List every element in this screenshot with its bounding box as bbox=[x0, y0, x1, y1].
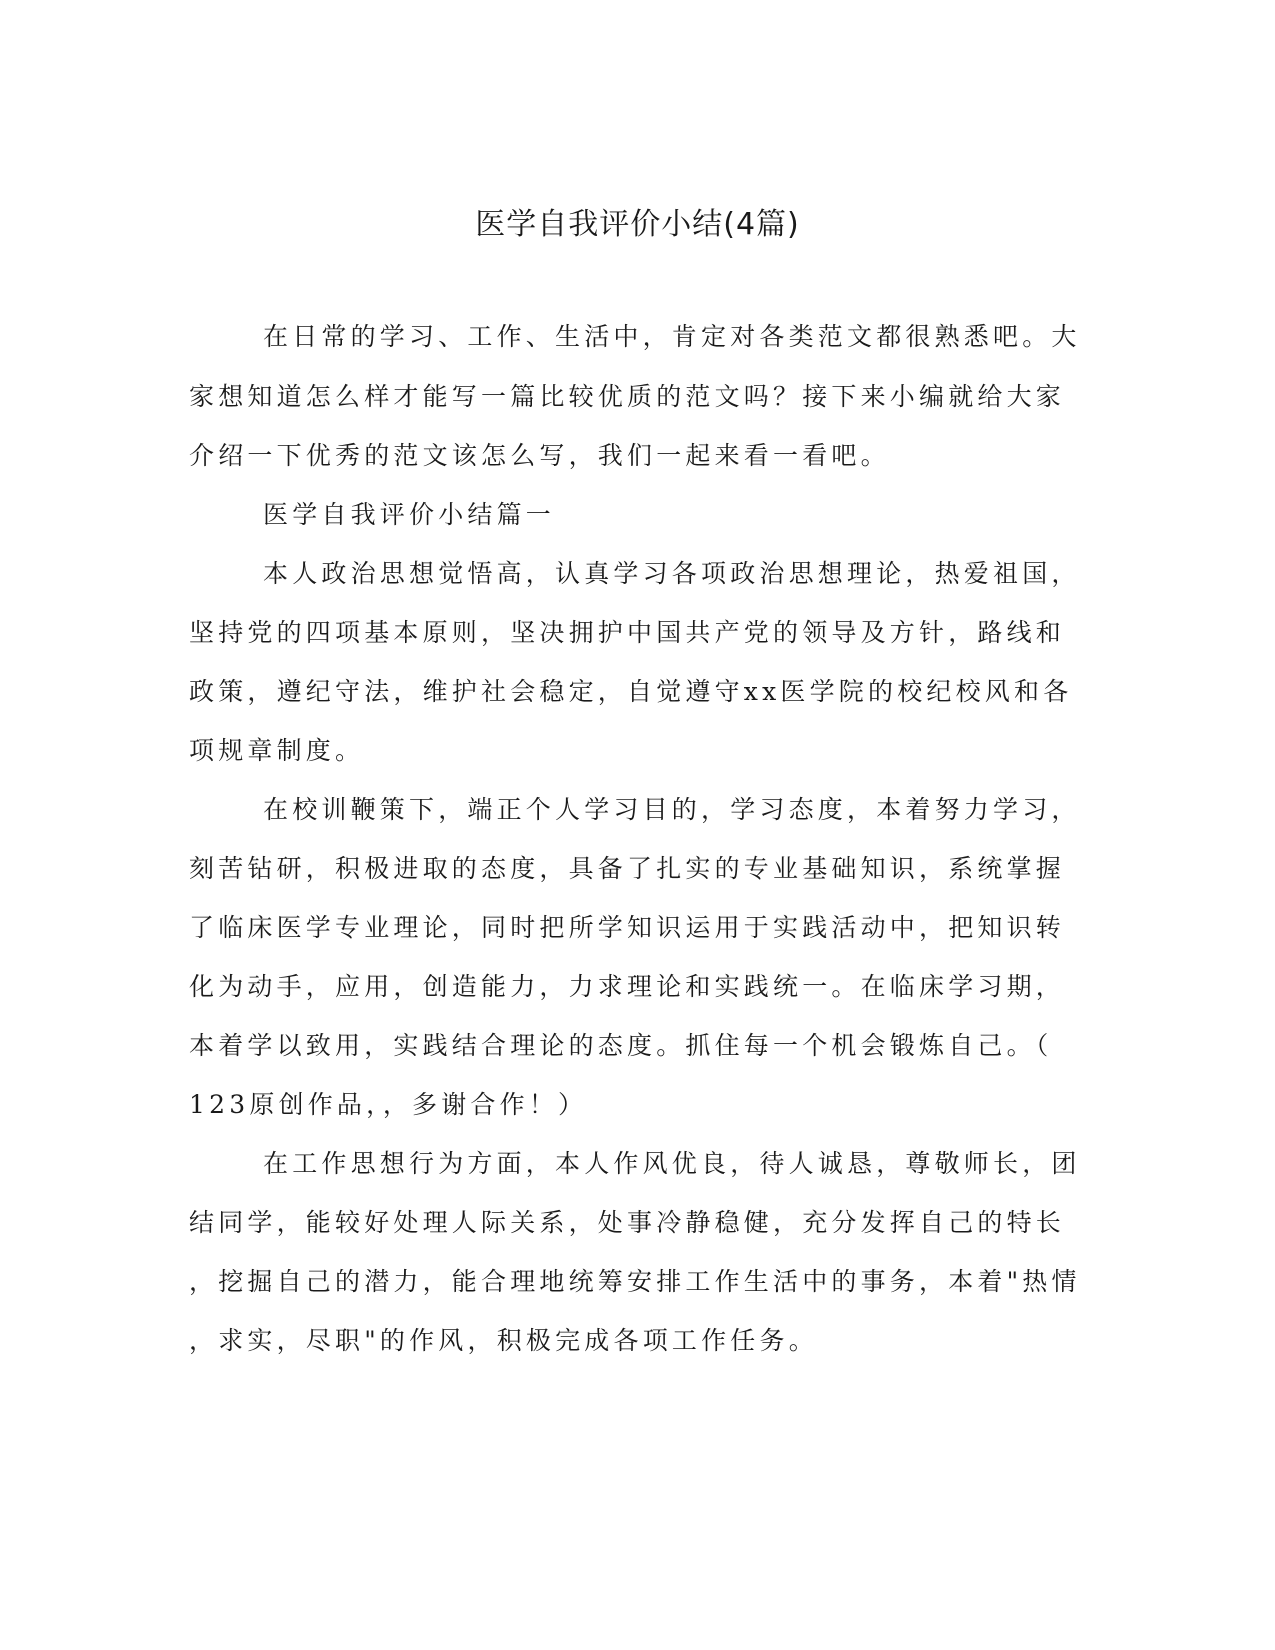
intro-line-3: 介绍一下优秀的范文该怎么写，我们一起来看一看吧。 bbox=[189, 441, 890, 470]
paragraph-1-line-3: 政策，遵纪守法，维护社会稳定，自觉遵守xx医学院的校纪校风和各 bbox=[189, 677, 1073, 706]
paragraph-1-line-4: 项规章制度。 bbox=[189, 736, 365, 765]
paragraph-2-line-5: 本着学以致用，实践结合理论的态度。抓住每一个机会锻炼自己。（ bbox=[189, 1031, 1053, 1060]
paragraph-3-line-4: ，求实，尽职"的作风，积极完成各项工作任务。 bbox=[189, 1326, 818, 1355]
paragraph-3-line-1: 在工作思想行为方面，本人作风优良，待人诚恳，尊敬师长，团 bbox=[263, 1149, 1081, 1178]
intro-line-1: 在日常的学习、工作、生活中，肯定对各类范文都很熟悉吧。大 bbox=[263, 322, 1081, 351]
paragraph-3-line-3: ，挖掘自己的潜力，能合理地统筹安排工作生活中的事务，本着"热情 bbox=[189, 1267, 1081, 1296]
intro-line-2: 家想知道怎么样才能写一篇比较优质的范文吗？接下来小编就给大家 bbox=[189, 382, 1066, 411]
paragraph-2-line-6: 123原创作品，，多谢合作！） bbox=[189, 1090, 588, 1119]
paragraph-2-line-2: 刻苦钻研，积极进取的态度，具备了扎实的专业基础知识，系统掌握 bbox=[189, 854, 1066, 883]
paragraph-1-line-1: 本人政治思想觉悟高，认真学习各项政治思想理论，热爱祖国， bbox=[263, 559, 1081, 588]
paragraph-1-line-2: 坚持党的四项基本原则，坚决拥护中国共产党的领导及方针，路线和 bbox=[189, 618, 1066, 647]
paragraph-2-line-1: 在校训鞭策下，端正个人学习目的，学习态度，本着努力学习， bbox=[263, 795, 1081, 824]
section-heading: 医学自我评价小结篇一 bbox=[263, 500, 556, 529]
paragraph-2-line-3: 了临床医学专业理论，同时把所学知识运用于实践活动中，把知识转 bbox=[189, 913, 1066, 942]
document-title: 医学自我评价小结(4篇) bbox=[475, 207, 800, 242]
paragraph-3-line-2: 结同学，能较好处理人际关系，处事冷静稳健，充分发挥自己的特长 bbox=[189, 1208, 1066, 1237]
paragraph-2-line-4: 化为动手，应用，创造能力，力求理论和实践统一。在临床学习期， bbox=[189, 972, 1066, 1001]
